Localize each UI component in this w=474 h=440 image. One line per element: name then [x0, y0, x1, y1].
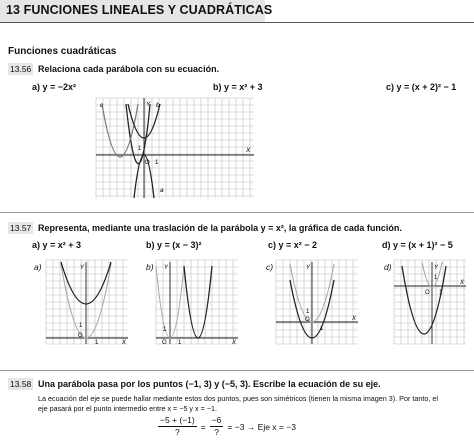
divider-2: [0, 370, 474, 371]
grid-57-b: [156, 260, 238, 344]
panel-b-tag: b): [146, 262, 154, 272]
y-axis-label: Y: [164, 265, 169, 271]
curve-label-a: a: [160, 187, 164, 194]
fraction-1-denominator: ?: [175, 427, 180, 437]
shifted-parabola: [402, 266, 446, 334]
exercise-58-answer-line1: La ecuación del eje se puede hallar mediante estos dos puntos, pues son simétricos (tienen la misma imagen 3). Por tanto, el: [38, 394, 438, 403]
y-axis-label: Y: [80, 265, 85, 271]
fraction-2: [210, 415, 224, 438]
exercise-56-prompt: Relaciona cada parábola con su ecuación.: [38, 64, 220, 74]
x-one-label: 1: [439, 290, 443, 296]
parabola-graph-57-d: [394, 260, 466, 344]
x-one-label: 1: [320, 326, 324, 332]
graph-57-c: [276, 260, 360, 349]
origin-label: O: [425, 290, 430, 296]
x-axis-label: X: [460, 280, 465, 286]
equals-sign: =: [200, 421, 206, 432]
x-one-label: 1: [178, 340, 182, 346]
exercise-58-answer-line2: eje pasará por el punto intermedio entre x = −5 y x = −1.: [38, 404, 217, 413]
x-axis-label: X: [246, 147, 251, 154]
x-axis-label: X: [232, 340, 237, 346]
panel-a-tag: a): [34, 262, 42, 272]
exercise-57-prompt: Representa, mediante una traslación de la parábola y = x², la gráfica de cada función.: [38, 223, 402, 233]
exercise-56-a: a) y = −2x²: [32, 82, 77, 92]
exercise-number-57: 13.57: [10, 223, 32, 233]
parabola-graph-57-c: [276, 260, 360, 344]
graph-57-b: [156, 260, 240, 349]
y-one-label: 1: [79, 323, 83, 329]
y-one-label: 1: [434, 275, 438, 281]
y-one-label: 1: [306, 309, 310, 315]
parabola-graph-56: [96, 98, 256, 198]
parabola-graph-57-a: [46, 260, 130, 344]
exercise-57-d: d) y = (x + 1)² − 5: [382, 240, 453, 250]
exercise-56-c: c) y = (x + 2)² − 1: [386, 82, 457, 92]
origin-label: O: [78, 333, 83, 339]
y-axis-label: Y: [306, 265, 311, 271]
curve-label-b: b: [156, 102, 160, 109]
exercise-58-formula: [158, 415, 296, 438]
parabola-graph-57-b: [156, 260, 240, 344]
exercise-58-prompt: Una parábola pasa por los puntos (−1, 3) y (−5, 3). Escribe la ecuación de su eje.: [38, 379, 381, 389]
fraction-1-numerator: −5 + (−1): [160, 415, 195, 425]
y-axis-label: Y: [434, 265, 439, 271]
panel-c-tag: c): [266, 262, 274, 272]
x-axis-label: X: [122, 340, 127, 346]
grid-56: [96, 98, 254, 198]
page-title: 13 FUNCIONES LINEALES Y CUADRÁTICAS: [6, 3, 273, 17]
divider-1: [0, 212, 474, 213]
origin-label: O: [305, 317, 310, 323]
exercise-57-c: c) y = x² − 2: [268, 240, 318, 250]
fraction-2-denominator: ?: [214, 427, 219, 437]
x-one-label: 1: [155, 160, 159, 166]
origin-label: O: [145, 160, 150, 166]
origin-label: O: [162, 340, 167, 346]
y-axis-label: Y: [146, 101, 151, 108]
header-rule: [0, 22, 474, 23]
grid-57-c: [276, 260, 358, 344]
axis-result: = −3 → Eje x = −3: [227, 421, 296, 432]
graph-13-56: [96, 98, 256, 203]
exercise-56-b: b) y = x² + 3: [213, 82, 263, 92]
y-one-label: 1: [138, 146, 142, 152]
exercise-number-56: 13.56: [10, 64, 32, 74]
graph-57-a: [46, 260, 130, 349]
graph-57-d: [394, 260, 466, 349]
curve-label-c: c: [100, 102, 104, 109]
x-one-label: 1: [95, 340, 99, 346]
exercise-57-b: b) y = (x − 3)²: [146, 240, 202, 250]
fraction-2-numerator: −6: [211, 415, 222, 425]
section-title: Funciones cuadráticas: [8, 46, 117, 57]
y-one-label: 1: [163, 327, 167, 333]
exercise-number-58: 13.58: [10, 379, 32, 389]
fraction-1: [158, 415, 197, 438]
panel-d-tag: d): [384, 262, 392, 272]
page-header: [0, 0, 474, 22]
exercise-57-a: a) y = x² + 3: [32, 240, 82, 250]
x-axis-label: X: [352, 316, 357, 322]
grid-57-d: [394, 260, 466, 344]
grid-57-a: [46, 260, 128, 344]
